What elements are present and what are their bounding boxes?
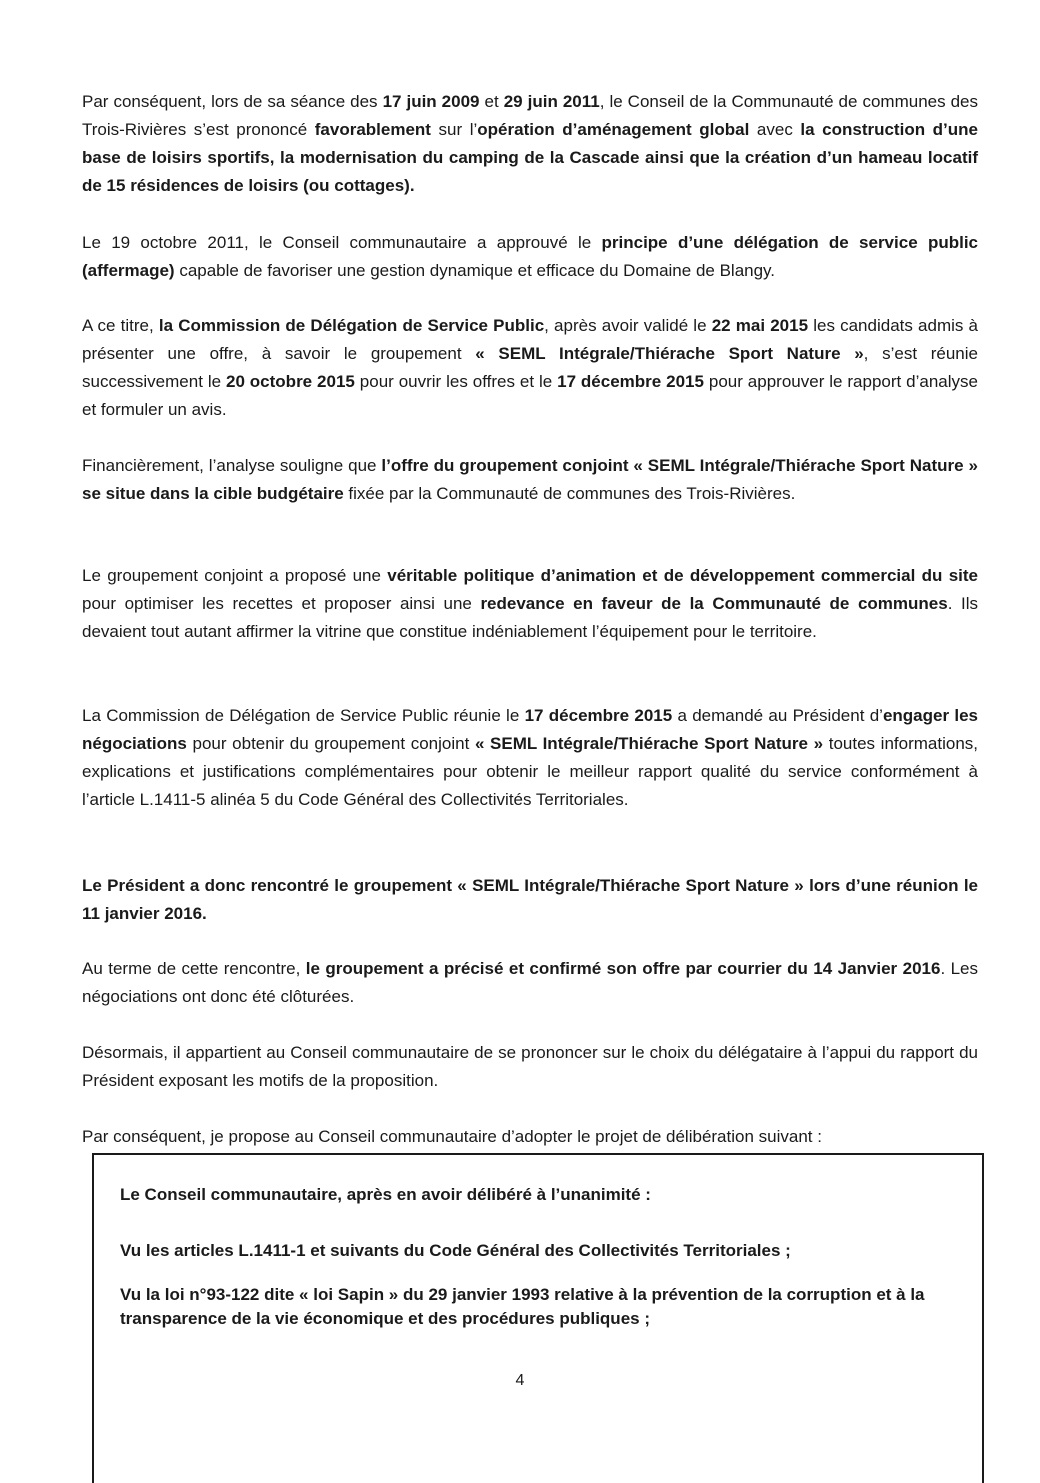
- text-run: . Les négociations ont donc été clôturées.: [82, 959, 979, 1006]
- bold-text-run: « SEML Intégrale/Thiérache Sport Nature »: [475, 344, 864, 363]
- paragraph-7: [82, 872, 978, 928]
- text-run: pour ouvrir les offres et le: [354, 372, 558, 391]
- text-run: Le 19 octobre 2011, le Conseil communautaire a approuvé le: [82, 233, 602, 252]
- text-run: , après avoir validé le: [544, 316, 712, 335]
- text-run: Au terme de cette rencontre,: [82, 959, 306, 978]
- bold-text-run: favorablement: [314, 120, 431, 139]
- text-run: toutes informations, explications et justifications complémentaires pour obtenir le meilleur rapport qualité du service conformément à l’article L.1411-5 alinéa 5 du Code Général des Collectivités Territoriales.: [82, 734, 979, 809]
- deliberation-vu-loi-sapin: Vu la loi n°93-122 dite « loi Sapin » du 29 janvier 1993 relative à la prévention de la corruption et à la transparence de la vie économique et des procédures publiques ;: [120, 1285, 925, 1328]
- bold-text-run: Le Président a donc rencontré le groupement « SEML Intégrale/Thiérache Sport Nature » lors d’une réunion le 11 janvier 2016.: [82, 876, 978, 923]
- text-run: pour approuver le rapport d’analyse et formuler un avis.: [82, 372, 978, 419]
- paragraph-10: [82, 1123, 978, 1151]
- text-run: les candidats admis à présenter une offre, à savoir le groupement: [82, 316, 978, 363]
- bold-text-run: le groupement a précisé et confirmé son offre par courrier du 14 Janvier 2016: [305, 959, 941, 978]
- bold-text-run: opération d’aménagement global: [477, 120, 750, 139]
- deliberation-box: [92, 1153, 984, 1483]
- bold-text-run: la construction d’une base de loisirs sportifs, la modernisation du camping de la Cascade ainsi que la création d’un hameau locatif de 15 résidences de loisirs (ou cottages).: [82, 120, 978, 195]
- paragraph-5: [82, 562, 978, 646]
- text-run: Par conséquent, je propose au Conseil communautaire d’adopter le projet de délibération suivant :: [82, 1127, 822, 1146]
- text-run: Par conséquent, lors de sa séance des: [82, 92, 383, 111]
- text-run: Le groupement conjoint a proposé une: [82, 566, 388, 585]
- text-run: sur l’: [430, 120, 478, 139]
- text-run: , le Conseil de la Communauté de communes des Trois-Rivières s’est prononcé: [82, 92, 979, 139]
- bold-text-run: redevance en faveur de la Communauté de communes: [480, 594, 948, 613]
- page-number: 4: [515, 1372, 525, 1389]
- text-run: pour optimiser les recettes et proposer ainsi une: [82, 594, 481, 613]
- text-run: pour obtenir du groupement conjoint: [186, 734, 475, 753]
- bold-text-run: l’offre du groupement conjoint « SEML Intégrale/Thiérache Sport Nature » se situe dans la cible budgétaire: [82, 456, 978, 503]
- text-run: capable de favoriser une gestion dynamique et efficace du Domaine de Blangy.: [174, 261, 776, 280]
- bold-text-run: 17 décembre 2015: [524, 706, 673, 725]
- text-run: fixée par la Communauté de communes des Trois-Rivières.: [343, 484, 796, 503]
- text-run: et: [479, 92, 504, 111]
- paragraph-8: [82, 955, 978, 1011]
- text-run: La Commission de Délégation de Service Public réunie le: [82, 706, 525, 725]
- deliberation-vu-articles: Vu les articles L.1411-1 et suivants du Code Général des Collectivités Territoriales ;: [120, 1241, 791, 1260]
- bold-text-run: « SEML Intégrale/Thiérache Sport Nature »: [474, 734, 824, 753]
- bold-text-run: principe d’une délégation de service public (affermage): [82, 233, 978, 280]
- bold-text-run: 29 juin 2011: [503, 92, 600, 111]
- paragraph-4: [82, 452, 978, 508]
- bold-text-run: 22 mai 2015: [711, 316, 809, 335]
- paragraph-3: [82, 312, 978, 424]
- bold-text-run: véritable politique d’animation et de développement commercial du site: [387, 566, 978, 585]
- paragraph-6: [82, 702, 978, 814]
- text-run: Financièrement, l’analyse souligne que: [82, 456, 382, 475]
- bold-text-run: engager les négociations: [82, 706, 978, 753]
- bold-text-run: 17 juin 2009: [382, 92, 480, 111]
- text-run: A ce titre,: [82, 316, 159, 335]
- text-run: , s’est réunie successivement le: [82, 344, 978, 391]
- paragraph-1: [82, 88, 978, 200]
- text-run: a demandé au Président d’: [672, 706, 883, 725]
- bold-text-run: la Commission de Délégation de Service Public: [158, 316, 545, 335]
- bold-text-run: 17 décembre 2015: [557, 372, 704, 391]
- text-run: Désormais, il appartient au Conseil communautaire de se prononcer sur le choix du délégataire à l’appui du rapport du Président exposant les motifs de la proposition.: [82, 1043, 978, 1090]
- text-run: . Ils devaient tout autant affirmer la vitrine que constitue indéniablement l’équipement pour le territoire.: [82, 594, 979, 641]
- text-run: avec: [749, 120, 801, 139]
- paragraph-9: [82, 1039, 978, 1095]
- bold-text-run: 20 octobre 2015: [225, 372, 355, 391]
- deliberation-intro: Le Conseil communautaire, après en avoir délibéré à l’unanimité :: [120, 1185, 651, 1204]
- paragraph-2: [82, 229, 978, 285]
